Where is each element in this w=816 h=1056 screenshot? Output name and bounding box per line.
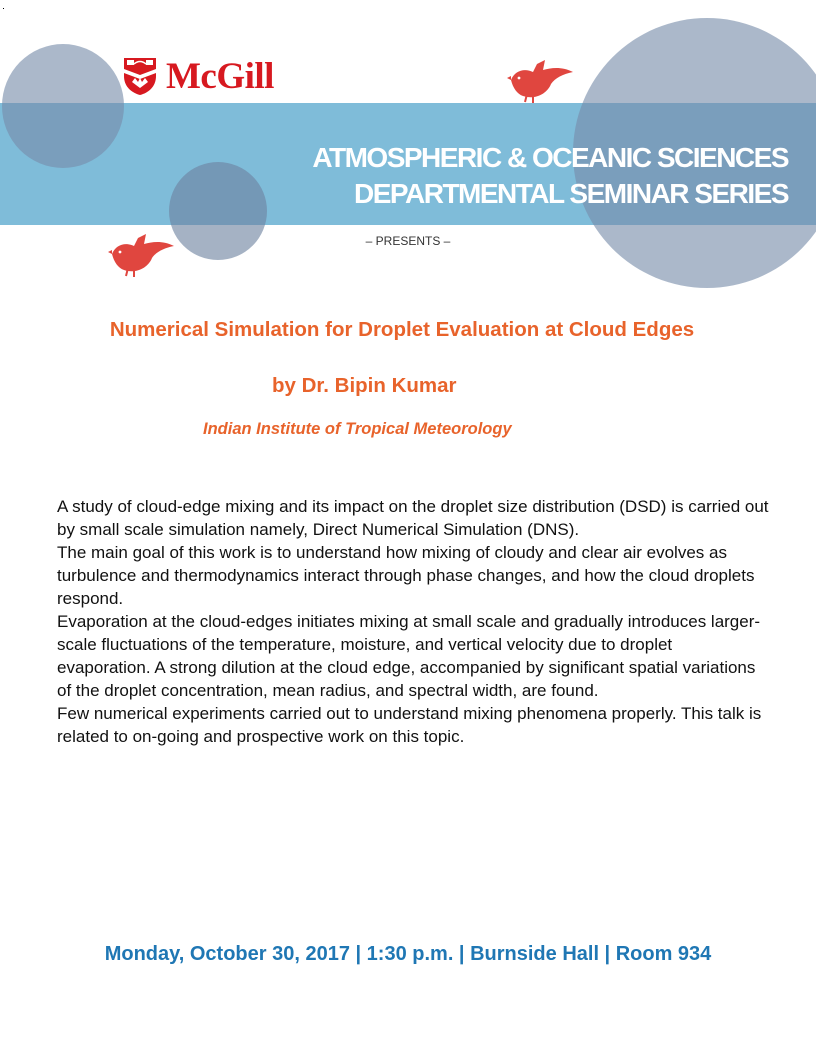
speaker-name: by Dr. Bipin Kumar [272, 374, 457, 397]
mcgill-crest-icon [122, 56, 158, 96]
presents-text: – PRESENTS – [365, 234, 451, 248]
department-heading [312, 140, 788, 212]
department-line-1: ATMOSPHERIC & OCEANIC SCIENCES [312, 142, 788, 173]
abstract-paragraph: Evaporation at the cloud-edges initiates mixing at small scale and gradually introduces larger-scale fluctuations of the temperature, moisture, and vertical velocity due to droplet evaporation. A strong dilution at the cloud edge, accompanied by significant spatial variations of the droplet concentration, mean radius, and spectral width, are found. [57, 612, 761, 700]
logo-text: McGill [166, 55, 274, 97]
stray-mark [3, 8, 4, 9]
abstract-paragraph: The main goal of this work is to understand how mixing of cloudy and clear air evolves as turbulence and thermodynamics interact through phase changes, and how the cloud droplets respond. [57, 543, 755, 608]
red-bird-icon [507, 58, 575, 104]
presents-label [0, 234, 816, 248]
mcgill-logo [122, 56, 274, 96]
abstract [57, 495, 769, 748]
event-details: Monday, October 30, 2017 | 1:30 p.m. | Burnside Hall | Room 934 [104, 943, 712, 965]
talk-title: Numerical Simulation for Droplet Evaluation at Cloud Edges [109, 318, 695, 341]
abstract-paragraph: Few numerical experiments carried out to understand mixing phenomena properly. This talk is related to on-going and prospective work on this topic. [57, 704, 762, 746]
speaker-affiliation: Indian Institute of Tropical Meteorology [203, 420, 512, 438]
decorative-circle-left [2, 44, 124, 168]
department-line-2: DEPARTMENTAL SEMINAR SERIES [354, 178, 788, 209]
abstract-paragraph: A study of cloud-edge mixing and its impact on the droplet size distribution (DSD) is carried out by small scale simulation namely, Direct Numerical Simulation (DNS). [57, 497, 769, 539]
